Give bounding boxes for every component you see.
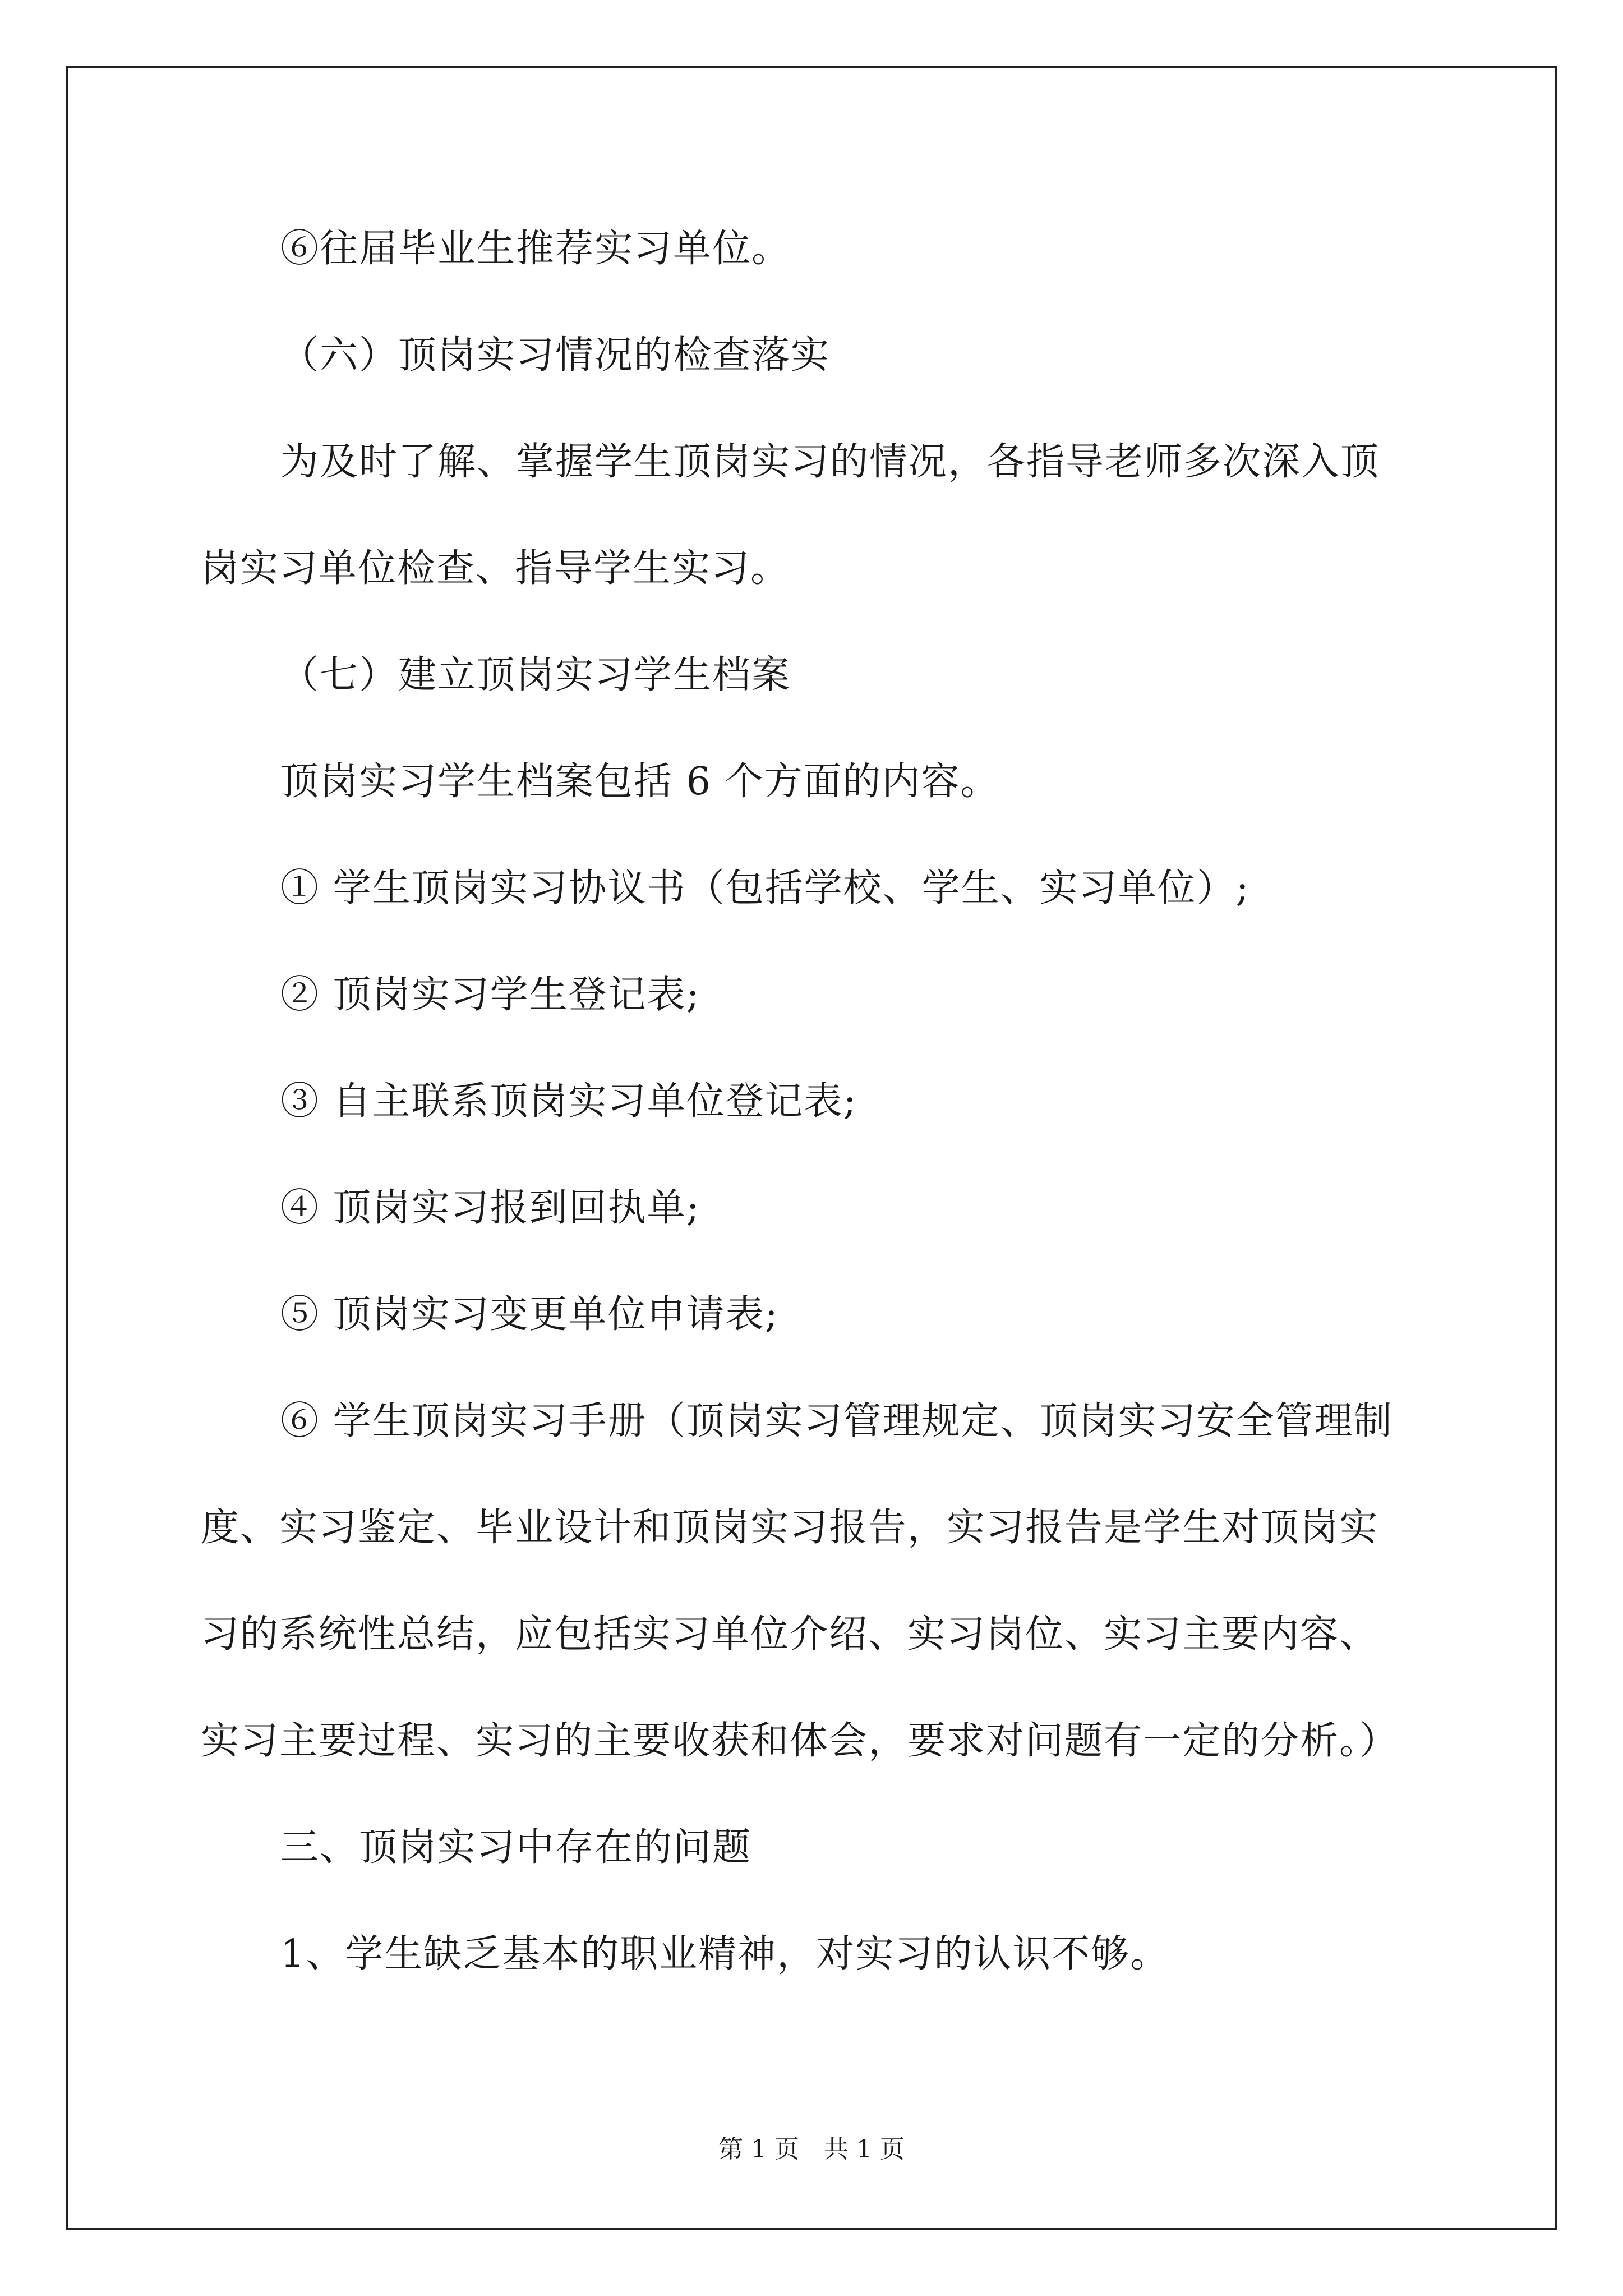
paragraph-line: 度、实习鉴定、毕业设计和顶岗实习报告，实习报告是学生对顶岗实 [201, 1506, 1379, 1550]
list-item: ① 学生顶岗实习协议书（包括学校、学生、实习单位）; [280, 866, 1250, 910]
paragraph-line: 1、学生缺乏基本的职业精神，对实习的认识不够。 [280, 1932, 1170, 1976]
paragraph-line: 岗实习单位检查、指导学生实习。 [201, 546, 790, 591]
list-item: ② 顶岗实习学生登记表; [280, 973, 700, 1017]
page-border [66, 66, 1557, 2230]
section-7-heading: （七）建立顶岗实习学生档案 [280, 653, 791, 697]
section-3-heading: 三、顶岗实习中存在的问题 [280, 1825, 752, 1870]
list-item: ③ 自主联系顶岗实习单位登记表; [280, 1079, 857, 1124]
section-6-heading: （六）顶岗实习情况的检查落实 [280, 333, 831, 378]
paragraph-line: 为及时了解、掌握学生顶岗实习的情况，各指导老师多次深入顶 [280, 440, 1380, 484]
paragraph-line: 顶岗实习学生档案包括 6 个方面的内容。 [280, 760, 1000, 804]
page-footer: 第 1 页 共 1 页 [718, 2135, 905, 2164]
list-item: ⑤ 顶岗实习变更单位申请表; [280, 1292, 779, 1337]
item-6-recommend: ⑥往届毕业生推荐实习单位。 [280, 227, 791, 271]
list-item: ⑥ 学生顶岗实习手册（顶岗实习管理规定、顶岗实习安全管理制 [280, 1399, 1393, 1443]
list-item: ④ 顶岗实习报到回执单; [280, 1186, 700, 1230]
paragraph-line: 习的系统性总结，应包括实习单位介绍、实习岗位、实习主要内容、 [201, 1612, 1379, 1657]
paragraph-line: 实习主要过程、实习的主要收获和体会，要求对问题有一定的分析。） [201, 1719, 1399, 1763]
